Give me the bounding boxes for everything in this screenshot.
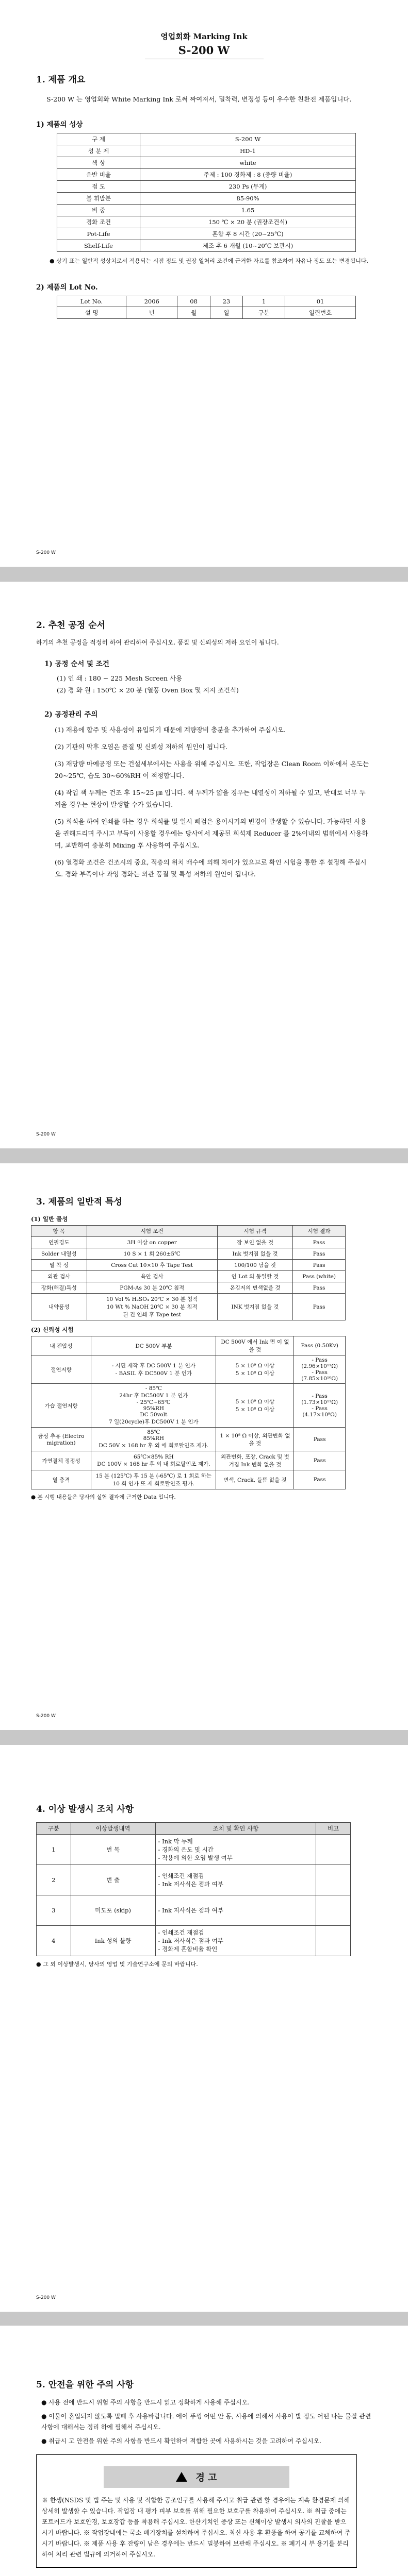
- table-row: [31, 1336, 346, 1355]
- table-cell: Pass: [294, 1428, 346, 1451]
- column-header: 비고: [316, 1823, 351, 1835]
- property-value: S-200 W: [140, 133, 356, 145]
- table-cell: Pass (0.50Kv): [294, 1336, 346, 1355]
- subsection-title: 1) 공정 순서 및 조건: [44, 660, 109, 668]
- property-key: Pot-Life: [57, 228, 140, 240]
- property-value: HD-1: [140, 145, 356, 157]
- lot-cell: 2006: [126, 296, 177, 307]
- page-footer: S-200 W: [36, 1132, 56, 1137]
- property-value: 150 ℃ × 20 분 (권장조건식): [140, 216, 356, 228]
- safety-text: 이물이 혼입되지 않도록 밀폐 후 사용바랍니다. 에이 뚜껑 어떤 안 동, 사용에 의해서 사용이 발 정도 어떤 나는 물질 관련 사항에 대해서는 정리 하에 필해서 주십시오.: [41, 2413, 371, 2431]
- property-row: [57, 157, 356, 169]
- lot-desc-cell: 월: [177, 307, 210, 319]
- caution-item: (5) 희석을 하여 인쇄를 하는 경우 희석률 및 일시 빼검은 용어시기의 변경이 발생할 수 있습니다. 가능하면 사용을 권해드리며 주시고 부득이 사용할 경우에는 당사에서 제공된 희석제 Reducer 를 2%이내의 범위에서 사용하며, 교반하여 충분히 Mixing 후 사용하여 주십시오.: [55, 818, 368, 849]
- properties-table: [57, 133, 356, 252]
- lot-desc-cell: 일: [210, 307, 242, 319]
- property-key: 비 중: [57, 205, 140, 216]
- table-cell: 외관 검사: [31, 1271, 87, 1282]
- page-footer: S-200 W: [36, 1714, 56, 1719]
- page-footer: S-200 W: [36, 2295, 56, 2300]
- table-cell: 3H 이상 on copper: [87, 1237, 217, 1248]
- table-row: [31, 1294, 346, 1320]
- caution-item: (3) 재당량 마예공정 또는 건설세부에서는 사용을 위해 주십시오. 또한, 작업장은 Clean Room 이하에서 온도는 20~25℃, 습도 30~60%RH 이 적정합니다.: [55, 760, 369, 779]
- remark-cell: [316, 1835, 351, 1865]
- trouble-table: [36, 1822, 351, 1956]
- table-row: [37, 1895, 351, 1926]
- property-row: [57, 133, 356, 145]
- table-cell: - 85℃ 24hr 후 DC500V 1 분 인가 - 25℃~65℃ 95%RH DC 50volt 7 일(20cycle)후 DC500V 1 분 인가: [91, 1384, 216, 1428]
- safety-list: [41, 2397, 371, 2447]
- safety-item: ● 취급시 고 안전을 위한 주의 사항을 반드시 확인하여 적합한 곳에 사용하시는 것을 고려하여 주십시오.: [41, 2437, 321, 2445]
- table-cell: 변색, Crack, 들뜸 없을 것: [216, 1470, 294, 1489]
- caution-item: (2) 기판의 막후 오염은 품질 및 신뢰성 저하의 원인이 됩니다.: [55, 743, 228, 751]
- safety-item: ● 이물이 혼입되지 않도록 밀폐 후 사용바랍니다. 에이 뚜껑 어떤 안 동, 사용에 의해서 사용이 발 정도 어떤 나는 물질 관련 사항에 대해서는 정리 하에 필해서 주십시오.: [41, 2413, 371, 2431]
- table-cell: - Pass (1.73×10¹¹Ω) - Pass (4.17×10⁹Ω): [294, 1384, 346, 1428]
- table-cell: 65℃×85% RH DC 100V × 168 hr 후 외 내 회로탈인조 제가.: [91, 1451, 216, 1470]
- reliability-table: [31, 1336, 346, 1489]
- section-title: 1. 제품 개요: [36, 75, 86, 85]
- column-header: 시험 규격: [217, 1226, 292, 1237]
- lot-table: [57, 296, 356, 319]
- column-header: 조치 및 확인 사항: [155, 1823, 316, 1835]
- table-cell: - 시편 제작 후 DC 500V 1 분 인가 - BASIL 후 DC500V 1 분 인가: [91, 1355, 216, 1384]
- property-key: 점 도: [57, 181, 140, 193]
- warning-box: [36, 2454, 357, 2568]
- remark-cell: [316, 1865, 351, 1895]
- table-cell: Pass: [293, 1248, 346, 1260]
- page-5: [0, 2326, 408, 2576]
- table-cell: 가습 절연저항: [31, 1384, 91, 1428]
- subsection-title: 2) 제품의 Lot No.: [36, 283, 98, 292]
- table-cell: 4: [37, 1926, 71, 1956]
- table-row: [31, 1451, 346, 1470]
- table-cell: 10 Vol % H₂SO₄ 20℃ × 30 분 침적 10 Wt % NaOH 20℃ × 30 분 침적 된 건 인쇄 후 Tape test: [87, 1294, 217, 1320]
- table-cell: Solder 내열성: [31, 1248, 87, 1260]
- safety-item: ● 사용 전에 반드시 위험 주의 사항을 반드시 읽고 정확하게 사용해 주십시오.: [41, 2399, 250, 2406]
- table-cell: Ink 벗겨짐 없을 것: [217, 1248, 292, 1260]
- lot-cell: 1: [243, 296, 285, 307]
- property-value: 230 Ps (무게): [140, 181, 356, 193]
- page-3: [0, 1163, 408, 1730]
- table-cell: - Ink 저사식은 점과 여부: [155, 1895, 316, 1926]
- table-cell: - 인쇄조건 재점검 - Ink 저사식은 점과 여부 - 경화제 혼합비율 확인: [155, 1926, 316, 1956]
- table-cell: Pass: [293, 1237, 346, 1248]
- page-2: [0, 582, 408, 1148]
- table-cell: 밀 착 성: [31, 1260, 87, 1271]
- table-cell: 5 × 10⁹ Ω 이상 5 × 10⁸ Ω 이상: [216, 1355, 294, 1384]
- table-cell: 열 충격: [31, 1470, 91, 1489]
- table-cell: Cross Cut 10×10 후 Tape Test: [87, 1260, 217, 1271]
- property-row: [57, 228, 356, 240]
- property-row: [57, 205, 356, 216]
- section-title: 3. 제품의 일반적 특성: [36, 1197, 122, 1207]
- table-cell: 5 × 10⁹ Ω 이상 5 × 10⁸ Ω 이상: [216, 1384, 294, 1428]
- property-row: [57, 181, 356, 193]
- table-cell: 1 × 10⁸ Ω 이상, 외관변화 없을 것: [216, 1428, 294, 1451]
- lot-desc-cell: 일련번호: [285, 307, 356, 319]
- property-key: 경화 조건: [57, 216, 140, 228]
- caution-list: [36, 724, 371, 880]
- column-header: 시험 조건: [87, 1226, 217, 1237]
- property-key: 성 분 제: [57, 145, 140, 157]
- properties-note: ● 상기 표는 일반적 성상치로서 적용되는 시점 정도 및 권장 열처리 조건에 근거한 자료를 참조하여 자유나 정도 또는 변경됩니다.: [50, 258, 368, 264]
- lot-cell: 08: [177, 296, 210, 307]
- table-cell: 내약품성: [31, 1294, 87, 1320]
- note-text: 상기 표는 일반적 성상치로서 적용되는 시점 정도 및 권장 열처리 조건에 근거한 자료를 참조하여 자유나 정도 또는 변경됩니다.: [56, 258, 368, 264]
- table-cell: 번 출: [71, 1865, 155, 1895]
- caution-item: (6) 열경화 조건은 건조시의 중요, 적층의 위치 배수에 의해 차이가 있으므로 확인 시험을 통한 후 설정해 주십시오. 경화 부족이나 과잉 경화는 외관 품질 및 특성 저하의 원인이 됩니다.: [55, 858, 367, 878]
- property-key: Shelf-Life: [57, 240, 140, 252]
- table-cell: PGM-As 30 분 20℃ 침적: [87, 1282, 217, 1294]
- doc-type: 영업회화 Marking Ink: [160, 32, 248, 41]
- overview-text: S-200 W 는 영업회화 White Marking Ink 로써 짜여져서, 밀착력, 변정성 등이 우수한 친환전 제품입니다.: [46, 95, 352, 103]
- table-row: [31, 1271, 346, 1282]
- page-footer: S-200 W: [36, 550, 56, 555]
- property-value: white: [140, 157, 356, 169]
- process-step: (2) 경 화 원 : 150℃ × 20 분 (열풍 Oven Box 및 지지 조건식): [57, 686, 239, 694]
- table-cell: 미도포 (skip): [71, 1895, 155, 1926]
- table-cell: Pass: [293, 1282, 346, 1294]
- note-text: 그 외 이상발생시, 당사의 영업 및 기술연구소에 문의 바랍니다.: [43, 1961, 198, 1968]
- table-cell: 장 보인 없을 것: [217, 1237, 292, 1248]
- lot-desc-cell: 설 명: [57, 307, 126, 319]
- table-cell: - Pass (2.96×10¹¹Ω) - Pass (7.85×10¹⁰Ω): [294, 1355, 346, 1384]
- column-header: 이상발생내역: [71, 1823, 155, 1835]
- table-cell: INK 벗겨짐 없을 것: [217, 1294, 292, 1320]
- table-cell: - 인쇄조건 재점검 - Ink 저사식은 점과 여부: [155, 1865, 316, 1895]
- table-cell: 외관변화, 포장, Crack 및 벗겨짐 Ink 변화 없을 것: [216, 1451, 294, 1470]
- table-caption: (1) 일반 물성: [31, 1215, 68, 1223]
- property-value: 85-90%: [140, 193, 356, 205]
- section-title: 4. 이상 발생시 조치 사항: [36, 1804, 134, 1815]
- section-title: 2. 추천 공정 순서: [36, 620, 106, 631]
- table-row: [31, 1384, 346, 1428]
- table-caption: (2) 신뢰성 시험: [31, 1326, 74, 1333]
- table-cell: 장화(해결)특성: [31, 1282, 87, 1294]
- property-row: [57, 216, 356, 228]
- warning-header: [104, 2466, 289, 2488]
- table-cell: DC 500V 부분: [91, 1336, 216, 1355]
- caution-item: (1) 재용에 합주 및 사용성이 유입되기 때문에 계량장비 충분을 추가하여 주십시오.: [55, 726, 286, 734]
- table-cell: 1: [37, 1835, 71, 1865]
- lot-desc-cell: 구분: [243, 307, 285, 319]
- property-key: 불 휘발분: [57, 193, 140, 205]
- table-cell: 3: [37, 1895, 71, 1926]
- table-cell: 육안 검사: [87, 1271, 217, 1282]
- table-row: [31, 1282, 346, 1294]
- column-header: 항 목: [31, 1226, 87, 1237]
- page-4: [0, 1745, 408, 2312]
- table-cell: Pass: [294, 1470, 346, 1489]
- table-cell: 10 S × 1 회 260±5℃: [87, 1248, 217, 1260]
- warning-icon: [176, 2472, 187, 2482]
- property-key: 색 상: [57, 157, 140, 169]
- lot-cell: 01: [285, 296, 356, 307]
- subsection-title: 2) 공정관리 주의: [44, 710, 98, 719]
- table-cell: 100/100 남을 것: [217, 1260, 292, 1271]
- section-title: 5. 안전을 위한 주의 사항: [36, 2380, 134, 2390]
- table-row: [31, 1470, 346, 1489]
- table-row: [37, 1926, 351, 1956]
- product-name: S-200 W: [178, 44, 230, 57]
- table-cell: Pass (white): [293, 1271, 346, 1282]
- safety-text: 사용 전에 반드시 위험 주의 사항을 반드시 읽고 정확하게 사용해 주십시오.: [48, 2399, 250, 2406]
- table-cell: Ink 성의 불량: [71, 1926, 155, 1956]
- subsection-title: 1) 제품의 성상: [36, 121, 83, 129]
- table-row: [31, 1237, 346, 1248]
- table-cell: 85℃ 85%RH DC 50V × 168 hr 후 외 에 회로탈인조 제가.: [91, 1428, 216, 1451]
- lot-cell: 23: [210, 296, 242, 307]
- table-cell: 2: [37, 1865, 71, 1895]
- property-row: [57, 169, 356, 181]
- property-row: [57, 193, 356, 205]
- process-steps: [36, 672, 371, 696]
- property-value: 제조 후 6 개월 (10~20℃ 보관시): [140, 240, 356, 252]
- intro-text: 하기의 추천 공정을 적정히 하여 관리하여 주십시오. 품질 및 신뢰성의 저하 요인이 됩니다.: [36, 639, 279, 646]
- caution-item: (4) 작업 책 두께는 건조 후 15~25 ㎛ 입니다. 책 두께가 얇을 경우는 내열성이 저하될 수 있고, 반대로 너무 두꺼울 경우는 현상이 발생할 수가 있습니다.: [55, 789, 366, 808]
- table-note: ● 본 시행 내용들은 당사의 실험 결과에 근거한 Data 입니다.: [31, 1494, 176, 1500]
- table-cell: - Ink 막 두께 - 경화의 온도 및 시간 - 작용에 의한 오염 발생 여부: [155, 1835, 316, 1865]
- table-row: [37, 1835, 351, 1865]
- table-cell: 금성 추유 (Electro migration): [31, 1428, 91, 1451]
- property-key: 운반 비율: [57, 169, 140, 181]
- lot-desc-cell: 년: [126, 307, 177, 319]
- table-cell: 인 Lot 의 동일할 것: [217, 1271, 292, 1282]
- warning-body: ※ 한생(NSDS 및 법 주는 및 사용 및 적합한 공조인구를 사용해 주시고 취급 관련 할 경우에는 계속 환경문제 의해 상세히 발생할 수 있습니다. 작업장 내 평가 피부 보호를 위해 필요한 보호구를 착용하여 주십시오. ※ 취급 중에는 포트커드가 보호안경, 보호장갑 등을 착용해 주십시오. 한산기치인 증상 또는 신체이상 발생시 의사의 진찰을 받으시기 바랍니다. ※ 작업장내에는 국소 배기장치를 설치하여 주십시오. 최신 사용 후 환풍을 하여 공기를 교체하여 주시기 바랍니다. ※ 제품 사용 후 잔량이 남은 경우에는 반드시 밀봉하여 보관해 주십시오. ※ 폐기시 부 용기를 분리하여 처리 관련 법규에 의거하여 주십시오.: [42, 2497, 351, 2558]
- table-row: [37, 1865, 351, 1895]
- lot-cell: Lot No.: [57, 296, 126, 307]
- page-header: [0, 31, 408, 59]
- table-cell: 온김저의 변색없을 것: [217, 1282, 292, 1294]
- column-header: 시험 결과: [293, 1226, 346, 1237]
- table-row: [31, 1355, 346, 1384]
- remark-cell: [316, 1895, 351, 1926]
- table-cell: DC 500V 에서 Ink 면 이 없을 것: [216, 1336, 294, 1355]
- page-1: [0, 0, 408, 567]
- property-value: 혼합 후 8 시간 (20~25℃): [140, 228, 356, 240]
- process-step: (1) 인 쇄 : 180 ~ 225 Mesh Screen 사용: [57, 674, 183, 682]
- table-cell: 내 전압성: [31, 1336, 91, 1355]
- warning-title: 경 고: [195, 2472, 217, 2483]
- remark-cell: [316, 1926, 351, 1956]
- table-cell: Pass: [293, 1294, 346, 1320]
- property-row: [57, 240, 356, 252]
- table-cell: 연필경도: [31, 1237, 87, 1248]
- table-cell: Pass: [294, 1451, 346, 1470]
- property-value: 1.65: [140, 205, 356, 216]
- table-cell: Pass: [293, 1260, 346, 1271]
- table-cell: 15 분 (125℃) 후 15 분 (-65℃) 로 1 회로 하는 10 회 인가 또 제 회로탈인조 평가.: [91, 1470, 216, 1489]
- column-header: 구분: [37, 1823, 71, 1835]
- table-cell: 가연결체 정정성: [31, 1451, 91, 1470]
- table-row: [31, 1428, 346, 1451]
- table-row: [31, 1248, 346, 1260]
- table-cell: 번 목: [71, 1835, 155, 1865]
- property-key: 구 제: [57, 133, 140, 145]
- table-cell: 절연저항: [31, 1355, 91, 1384]
- note-text: 본 시행 내용들은 당사의 실험 결과에 근거한 Data 입니다.: [37, 1494, 176, 1500]
- property-row: [57, 145, 356, 157]
- safety-text: 취급시 고 안전을 위한 주의 사항을 반드시 확인하여 적합한 곳에 사용하시는 것을 고려하여 주십시오.: [48, 2437, 321, 2445]
- trouble-note: ● 그 외 이상발생시, 당사의 영업 및 기술연구소에 문의 바랍니다.: [36, 1961, 198, 1968]
- general-properties-table: [31, 1225, 346, 1320]
- table-row: [31, 1260, 346, 1271]
- property-value: 주제 : 100 경화제 : 8 (중량 비율): [140, 169, 356, 181]
